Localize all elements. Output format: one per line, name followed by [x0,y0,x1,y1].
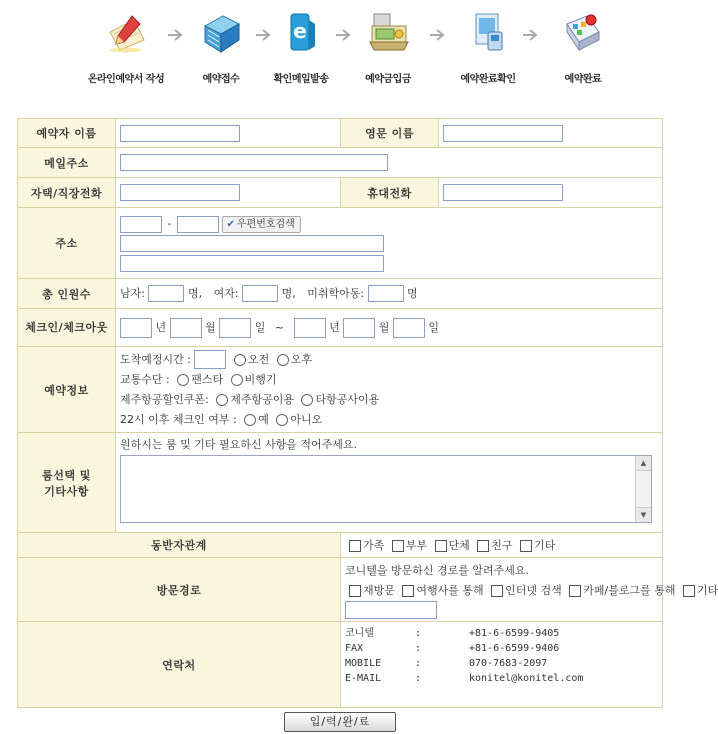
male-label: 남자: [120,286,145,300]
contact-value: +81-6-6599-9405 [469,628,560,639]
route-option: 인터넷 검색 [505,583,562,597]
eng-name-label: 영문 이름 [341,119,439,148]
companion-label: 동반자관계 [18,533,341,558]
checkin-day-input[interactable] [219,318,251,338]
checkin-month-input[interactable] [170,318,202,338]
late-yes-label: 예 [258,412,269,426]
contact-sep: : [415,673,422,684]
email-label: 메일주소 [18,148,116,178]
companion-couple-checkbox[interactable] [392,540,404,552]
coupon-use-radio[interactable] [216,394,228,406]
ferry-radio[interactable] [177,374,189,386]
late-no-radio[interactable] [276,414,288,426]
contact-row [345,626,658,641]
textarea-scrollbar[interactable] [635,456,651,522]
room-hint: 원하시는 룸 및 기타 필요하신 사항을 적어주세요. [120,438,357,451]
name-label: 예약자 이름 [18,119,116,148]
late-checkin-label: 22시 이후 체크인 여부 : [120,412,237,426]
arrival-time-input[interactable] [194,350,226,369]
room-label-line1: 룸선택 및 [42,468,91,482]
ferry-label: 팬스타 [191,372,224,386]
phone-confirm-icon [466,10,510,54]
checkin-label: 체크인/체크아웃 [18,309,116,347]
companion-friend-checkbox[interactable] [477,540,489,552]
contact-key: 코니텔 [345,628,374,639]
pm-radio[interactable] [277,354,289,366]
room-label-line2: 기타사항 [44,484,89,498]
room-label [18,433,116,533]
route-label: 방문경로 [18,558,341,622]
contact-row [345,656,658,671]
contact-sep: : [415,658,422,669]
route-option: 재방문 [363,583,395,597]
reservation-form [17,118,718,708]
room-textarea[interactable] [120,455,652,523]
route-internet-checkbox[interactable] [491,585,503,597]
day-unit: 일 [428,320,440,334]
companion-option: 가족 [363,539,385,552]
companion-other-checkbox[interactable] [520,540,532,552]
mobile-input[interactable] [443,184,563,201]
zip-search-button[interactable] [222,216,300,233]
book-stack-icon [199,10,243,54]
zip-search-label: 우편번호검색 [236,218,295,230]
zip1-input[interactable] [120,216,162,233]
zip-separator: - [167,217,172,230]
pencil-document-icon [104,10,148,54]
step-6 [533,10,633,85]
contact-value: konitel@konitel.com [469,673,584,684]
money-icon [366,10,410,54]
child-count-input[interactable] [368,285,404,302]
contact-sep: : [415,643,422,654]
contact-value: +81-6-6599-9406 [469,643,560,654]
contact-sep: : [415,628,422,639]
contact-value: 070-7683-2097 [469,658,548,669]
step-3 [251,10,351,85]
address2-input[interactable] [120,255,384,272]
companion-option: 기타 [534,539,556,552]
route-option: 카페/블로그를 통해 [583,583,676,597]
late-no-label: 아니오 [290,412,323,426]
plane-label: 비행기 [244,372,277,386]
reserve-info-label: 예약정보 [18,347,116,433]
step-label: 온라인예약서 작성 [87,74,165,85]
male-unit: 명, [187,286,203,300]
address1-input[interactable] [120,235,384,252]
coupon-label: 제주항공할인쿠폰: [120,392,209,406]
day-unit: 일 [254,320,266,334]
contact-key: E-MAIL [345,673,382,684]
step-label: 예약접수 [202,74,240,85]
route-agency-checkbox[interactable] [402,585,414,597]
contact-key: FAX [345,643,364,654]
contact-key: MOBILE [345,658,382,669]
reservation-steps [0,0,700,100]
name-input[interactable] [120,125,240,142]
zip2-input[interactable] [177,216,219,233]
female-label: 여자: [213,286,239,300]
companion-group-checkbox[interactable] [435,540,447,552]
child-label: 미취학아동: [307,286,365,300]
companion-option: 부부 [405,539,428,552]
contact-row [345,641,658,656]
route-option: 기타 [697,583,718,597]
eng-name-input[interactable] [443,125,563,142]
companion-option: 단체 [448,539,470,552]
companion-family-checkbox[interactable] [349,540,361,552]
svg-text:e: e [293,19,307,43]
step-label: 예약완료 [564,74,602,85]
scroll-up-icon[interactable]: ▲ [636,456,651,471]
female-count-input[interactable] [242,285,278,302]
male-count-input[interactable] [148,285,184,302]
checkout-month-input[interactable] [343,318,375,338]
route-other-checkbox[interactable] [683,585,695,597]
step-1 [76,10,176,85]
checkin-year-input[interactable] [120,318,152,338]
contact-row [345,671,658,686]
arrival-time-label: 도착예정시간 : [120,352,191,366]
pm-label: 오후 [290,352,312,366]
contact-label: 연락처 [18,622,341,708]
email-input[interactable] [120,154,388,171]
plane-radio[interactable] [231,374,243,386]
month-unit: 월 [205,320,216,334]
am-radio[interactable] [234,354,246,366]
mobile-label: 휴대전화 [341,178,439,208]
transport-label: 교통수단 : [120,372,170,386]
check-icon: ✔ [226,218,235,230]
step-5 [438,10,538,85]
companion-option: 친구 [491,539,513,552]
step-label: 확인메일발송 [273,74,329,85]
people-label: 총 인원수 [18,279,116,309]
coupon-use-label: 제주항공이용 [230,392,294,406]
home-phone-label: 자택/직장전화 [18,178,116,208]
step-label: 예약완료확인 [460,74,516,85]
am-label: 오전 [247,352,270,366]
late-yes-radio[interactable] [244,414,256,426]
submit-button[interactable]: 입/력/완/료 [284,712,396,732]
email-icon [279,10,323,54]
route-option: 여행사를 통해 [416,583,484,597]
month-unit: 월 [378,320,390,334]
route-hint: 코니텔을 방문하신 경로를 알려주세요. [345,563,530,577]
step-4 [338,10,438,85]
female-unit: 명, [281,286,296,300]
checkout-year-input[interactable] [294,318,326,338]
year-unit: 년 [155,320,167,334]
route-blog-checkbox[interactable] [569,585,581,597]
coupon-other-radio[interactable] [301,394,313,406]
year-unit: 년 [329,320,340,334]
complete-icon [561,10,605,54]
tilde: ~ [274,320,285,334]
address-label: 주소 [18,208,116,279]
child-unit: 명 [407,286,418,300]
step-label: 예약금입금 [365,74,411,85]
route-revisit-checkbox[interactable] [349,585,361,597]
checkout-day-input[interactable] [393,318,425,338]
scroll-down-icon[interactable]: ▼ [636,507,651,522]
home-phone-input[interactable] [120,184,240,201]
route-other-input[interactable] [345,601,437,619]
coupon-other-label: 타항공사이용 [315,392,380,406]
